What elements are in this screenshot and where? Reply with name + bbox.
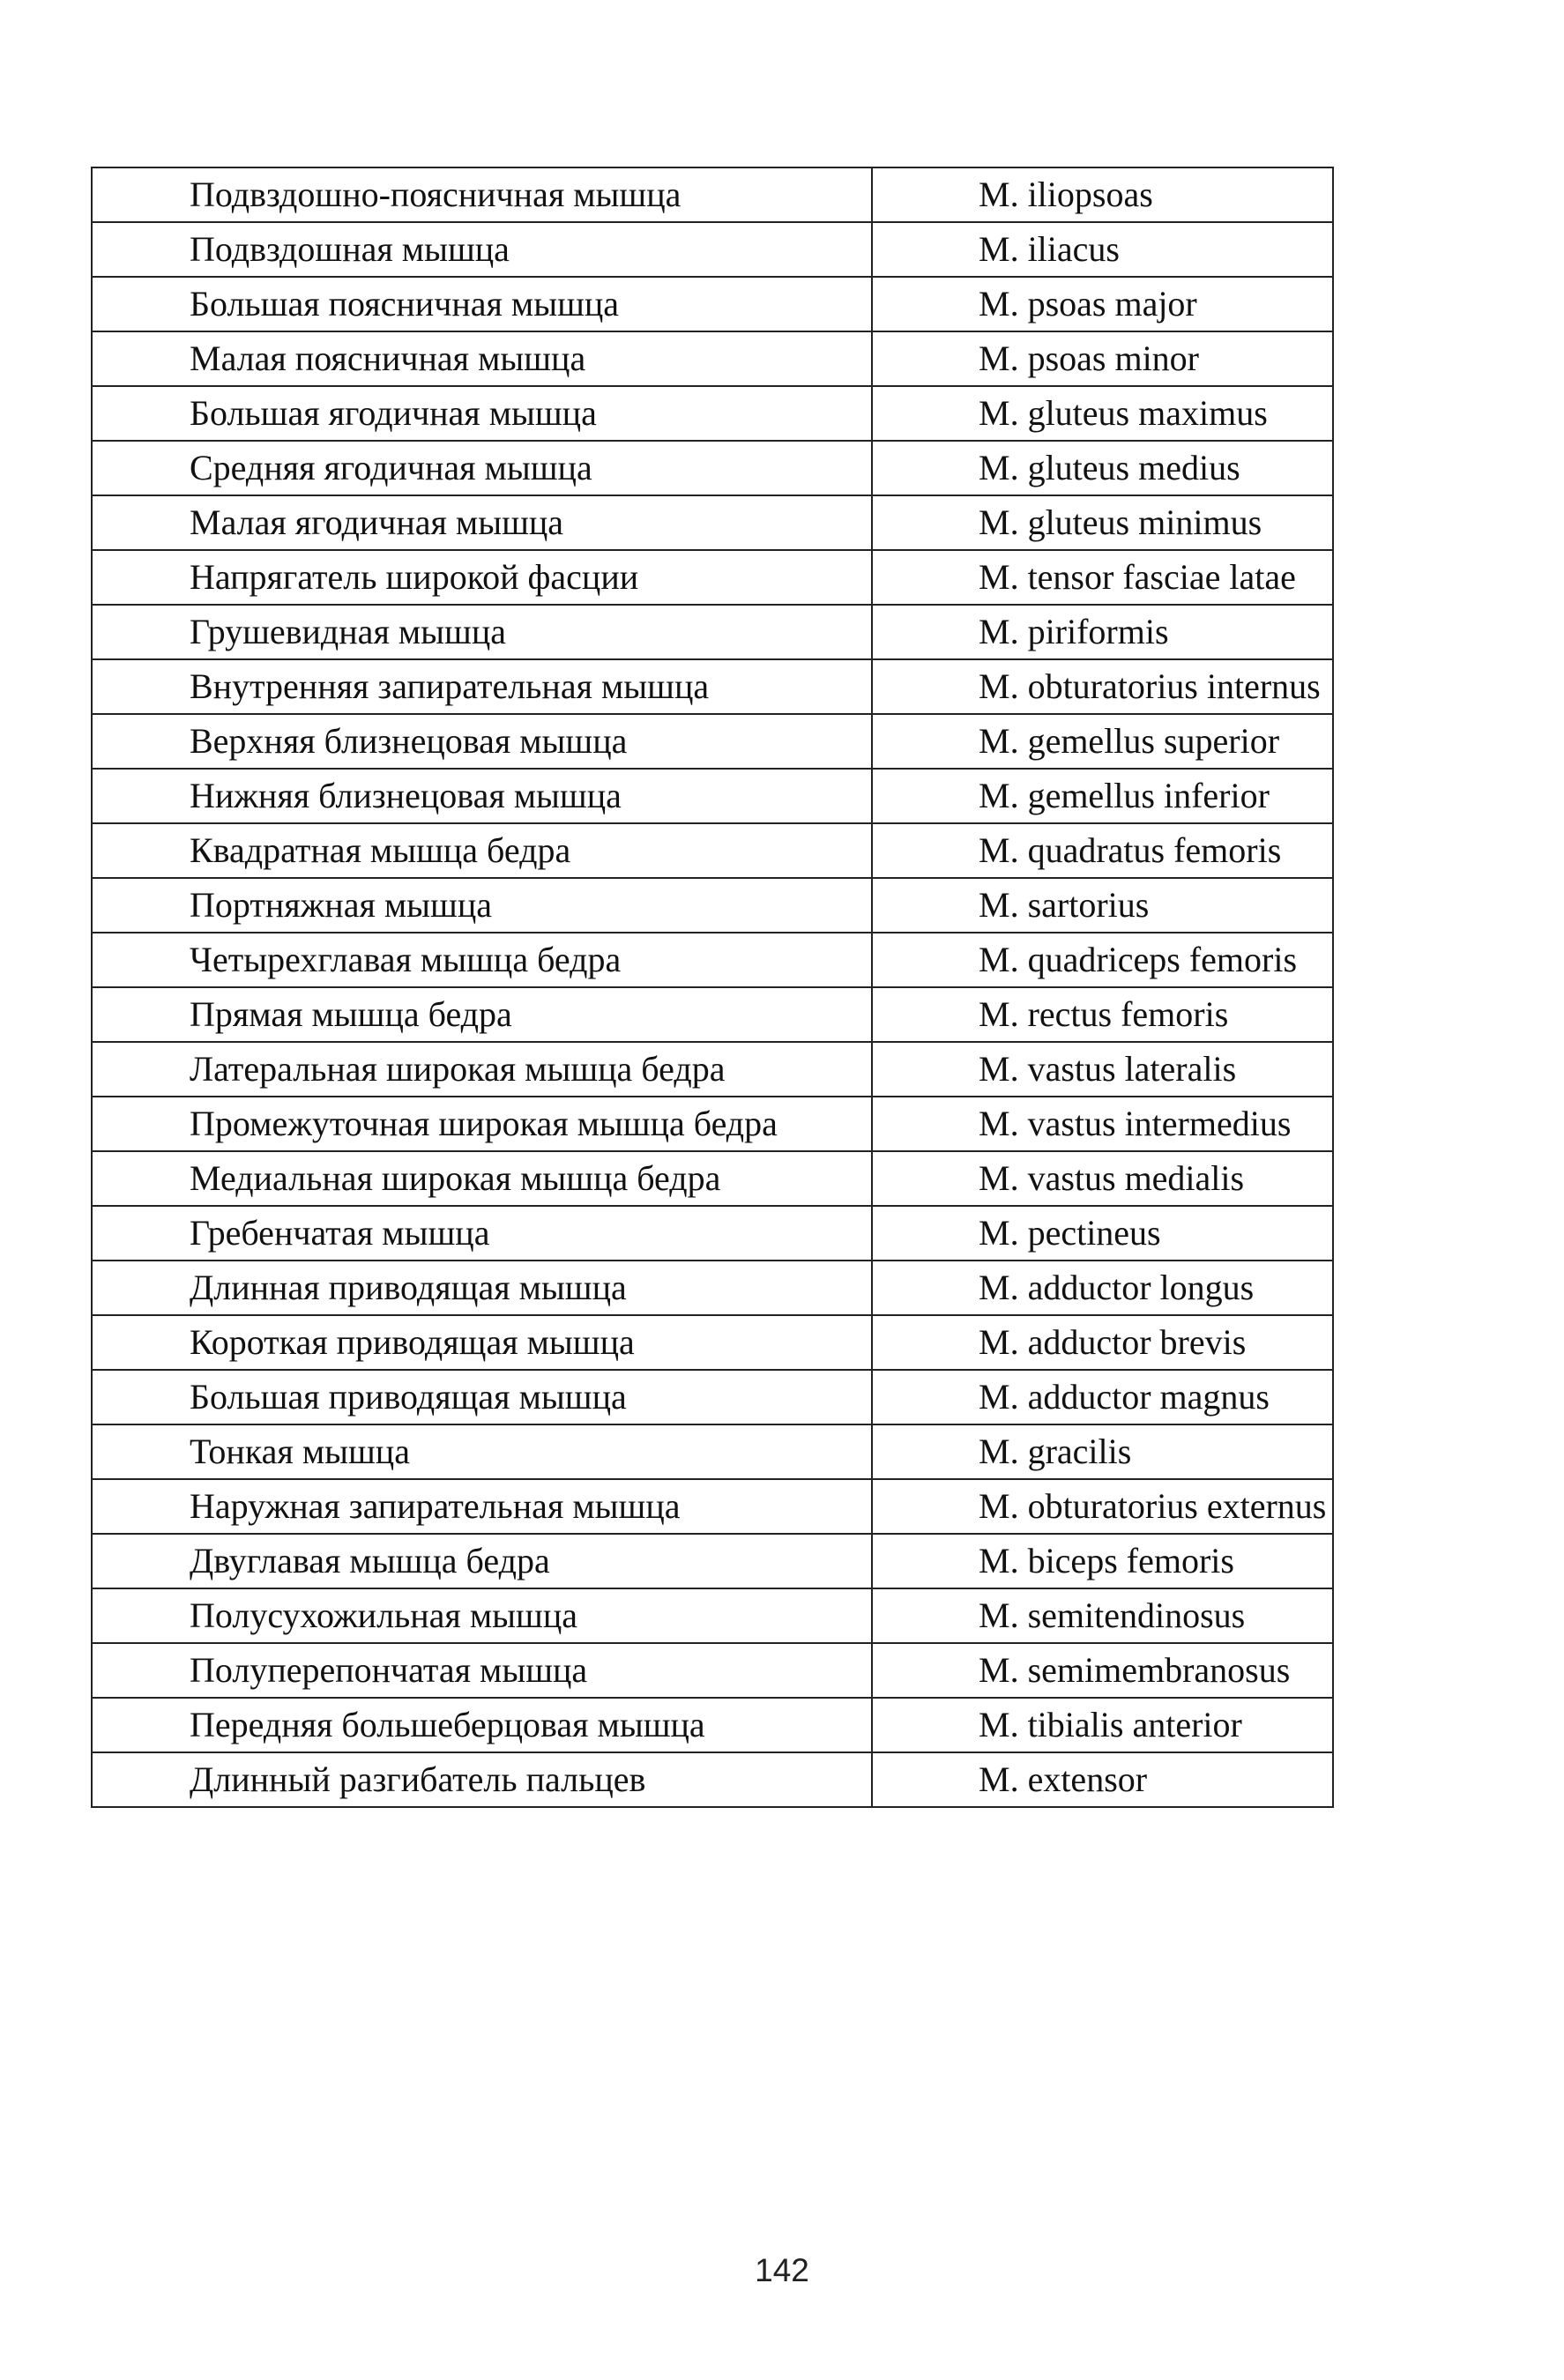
russian-name-cell: Длинная приводящая мышца bbox=[92, 1261, 872, 1315]
table-row bbox=[92, 823, 1333, 878]
latin-name-cell: M. tensor fasciae latae bbox=[872, 550, 1333, 605]
table-row bbox=[92, 1315, 1333, 1370]
russian-name-cell: Короткая приводящая мышца bbox=[92, 1315, 872, 1370]
russian-name-cell: Подвздошная мышца bbox=[92, 222, 872, 277]
russian-name-cell: Грушевидная мышца bbox=[92, 605, 872, 659]
table-body bbox=[92, 167, 1333, 1807]
russian-name-cell: Передняя большеберцовая мышца bbox=[92, 1698, 872, 1752]
latin-name-cell: M. pectineus bbox=[872, 1206, 1333, 1261]
latin-name-cell: M. quadriceps femoris bbox=[872, 933, 1333, 987]
table-row bbox=[92, 331, 1333, 386]
latin-name-cell: M. iliacus bbox=[872, 222, 1333, 277]
latin-name-cell: M. sartorius bbox=[872, 878, 1333, 933]
latin-name-cell: M. vastus medialis bbox=[872, 1151, 1333, 1206]
russian-name-cell: Полусухожильная мышца bbox=[92, 1588, 872, 1643]
table-row bbox=[92, 1097, 1333, 1151]
table-row bbox=[92, 277, 1333, 331]
latin-name-cell: M. extensor bbox=[872, 1752, 1333, 1807]
russian-name-cell: Четырехглавая мышца бедра bbox=[92, 933, 872, 987]
latin-name-cell: M. quadratus femoris bbox=[872, 823, 1333, 878]
latin-name-cell: M. psoas major bbox=[872, 277, 1333, 331]
russian-name-cell: Малая поясничная мышца bbox=[92, 331, 872, 386]
muscle-names-table bbox=[91, 167, 1334, 1808]
table-row bbox=[92, 441, 1333, 495]
latin-name-cell: M. rectus femoris bbox=[872, 987, 1333, 1042]
page-number: 142 bbox=[755, 2252, 809, 2288]
table-row bbox=[92, 1206, 1333, 1261]
table-row bbox=[92, 878, 1333, 933]
russian-name-cell: Большая приводящая мышца bbox=[92, 1370, 872, 1424]
russian-name-cell: Длинный разгибатель пальцев bbox=[92, 1752, 872, 1807]
table-row bbox=[92, 987, 1333, 1042]
latin-name-cell: M. piriformis bbox=[872, 605, 1333, 659]
latin-name-cell: M. gluteus maximus bbox=[872, 386, 1333, 441]
latin-name-cell: M. tibialis anterior bbox=[872, 1698, 1333, 1752]
latin-name-cell: M. psoas minor bbox=[872, 331, 1333, 386]
latin-name-cell: M. gracilis bbox=[872, 1424, 1333, 1479]
latin-name-cell: M. semimembranosus bbox=[872, 1643, 1333, 1698]
latin-name-cell: M. vastus lateralis bbox=[872, 1042, 1333, 1097]
latin-name-cell: M. gemellus inferior bbox=[872, 769, 1333, 823]
russian-name-cell: Напрягатель широкой фасции bbox=[92, 550, 872, 605]
table-row bbox=[92, 1261, 1333, 1315]
russian-name-cell: Портняжная мышца bbox=[92, 878, 872, 933]
table-row bbox=[92, 222, 1333, 277]
russian-name-cell: Средняя ягодичная мышца bbox=[92, 441, 872, 495]
russian-name-cell: Нижняя близнецовая мышца bbox=[92, 769, 872, 823]
russian-name-cell: Верхняя близнецовая мышца bbox=[92, 714, 872, 769]
russian-name-cell: Гребенчатая мышца bbox=[92, 1206, 872, 1261]
latin-name-cell: M. iliopsoas bbox=[872, 167, 1333, 222]
table-row bbox=[92, 386, 1333, 441]
russian-name-cell: Большая ягодичная мышца bbox=[92, 386, 872, 441]
table-row bbox=[92, 1698, 1333, 1752]
latin-name-cell: M. obturatorius externus bbox=[872, 1479, 1333, 1534]
table-row bbox=[92, 1042, 1333, 1097]
latin-name-cell: M. biceps femoris bbox=[872, 1534, 1333, 1588]
latin-name-cell: M. adductor magnus bbox=[872, 1370, 1333, 1424]
russian-name-cell: Тонкая мышца bbox=[92, 1424, 872, 1479]
table-row bbox=[92, 1151, 1333, 1206]
table-row bbox=[92, 1588, 1333, 1643]
table-row bbox=[92, 550, 1333, 605]
russian-name-cell: Малая ягодичная мышца bbox=[92, 495, 872, 550]
russian-name-cell: Латеральная широкая мышца бедра bbox=[92, 1042, 872, 1097]
russian-name-cell: Большая поясничная мышца bbox=[92, 277, 872, 331]
table-row bbox=[92, 769, 1333, 823]
table-row bbox=[92, 714, 1333, 769]
latin-name-cell: M. semitendinosus bbox=[872, 1588, 1333, 1643]
table-row bbox=[92, 1752, 1333, 1807]
russian-name-cell: Двуглавая мышца бедра bbox=[92, 1534, 872, 1588]
russian-name-cell: Прямая мышца бедра bbox=[92, 987, 872, 1042]
table-row bbox=[92, 1479, 1333, 1534]
russian-name-cell: Промежуточная широкая мышца бедра bbox=[92, 1097, 872, 1151]
latin-name-cell: M. gluteus medius bbox=[872, 441, 1333, 495]
table-row bbox=[92, 167, 1333, 222]
russian-name-cell: Подвздошно-поясничная мышца bbox=[92, 167, 872, 222]
table-row bbox=[92, 1424, 1333, 1479]
latin-name-cell: M. adductor brevis bbox=[872, 1315, 1333, 1370]
latin-name-cell: M. adductor longus bbox=[872, 1261, 1333, 1315]
table-row bbox=[92, 1534, 1333, 1588]
russian-name-cell: Внутренняя запирательная мышца bbox=[92, 659, 872, 714]
latin-name-cell: M. gemellus superior bbox=[872, 714, 1333, 769]
latin-name-cell: M. gluteus minimus bbox=[872, 495, 1333, 550]
table-row bbox=[92, 1370, 1333, 1424]
russian-name-cell: Полуперепончатая мышца bbox=[92, 1643, 872, 1698]
russian-name-cell: Наружная запирательная мышца bbox=[92, 1479, 872, 1534]
table-row bbox=[92, 933, 1333, 987]
russian-name-cell: Квадратная мышца бедра bbox=[92, 823, 872, 878]
table-row bbox=[92, 495, 1333, 550]
table-row bbox=[92, 605, 1333, 659]
table-row bbox=[92, 659, 1333, 714]
latin-name-cell: M. vastus intermedius bbox=[872, 1097, 1333, 1151]
latin-name-cell: M. obturatorius internus bbox=[872, 659, 1333, 714]
table-row bbox=[92, 1643, 1333, 1698]
russian-name-cell: Медиальная широкая мышца бедра bbox=[92, 1151, 872, 1206]
